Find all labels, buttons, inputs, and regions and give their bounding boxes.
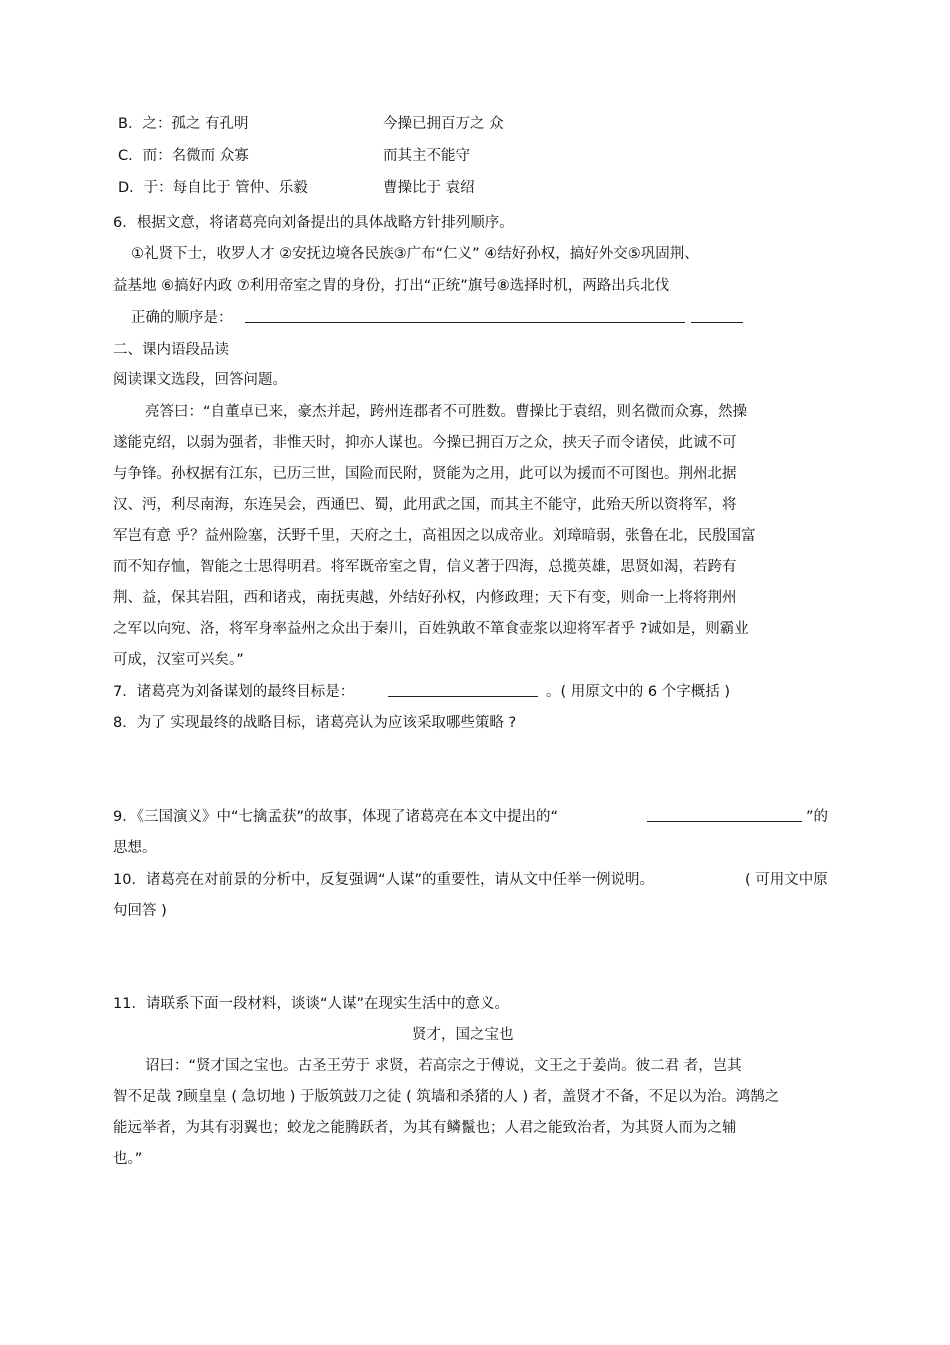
material-line: 诏曰：“贤才国之宝也。古圣王劳于 求贤，若高宗之于傅说，文王之于姜尚。彼二君 者，岂其	[145, 1058, 742, 1074]
section2-heading: 二、课内语段品读	[113, 342, 229, 358]
q7-stem: 7．诸葛亮为刘备谋划的最终目标是：	[113, 684, 355, 700]
material-line: 智不足哉 ?顾皇皇 ( 急切地 ) 于版筑鼓刀之徒 ( 筑墙和杀猪的人 ) 者，盖贤才不备，不足以为治。鸿鹄之	[113, 1089, 780, 1105]
q6-items-line2: 益基地 ⑥搞好内政 ⑦利用帝室之胄的身份，打出“正统”旗号⑧选择时机，两路出兵北伐	[113, 278, 670, 294]
q9-answer-blank[interactable]	[647, 807, 802, 828]
passage-line: 可成，汉室可兴矣。”	[113, 652, 244, 668]
q7-answer-blank[interactable]	[388, 682, 538, 703]
passage-line: 军岂有意 乎？益州险塞，沃野千里，天府之土，高祖因之以成帝业。刘璋暗弱，张鲁在北，民殷国富	[113, 528, 756, 544]
q9-stem: 9．《三国演义》中“七擒孟获”的故事，体现了诸葛亮在本文中提出的“	[113, 809, 559, 825]
q10-note: ( 可用文中原	[745, 872, 828, 888]
option-b-left: B．之：孤之 有孔明	[118, 116, 249, 132]
option-c-left: C．而：名微而 众寡	[118, 148, 249, 164]
q10-stem: 10．诸葛亮在对前景的分析中，反复强调“人谋”的重要性，请从文中任举一例说明。	[113, 872, 654, 888]
q8-stem: 8．为了 实现最终的战略目标，诸葛亮认为应该采取哪些策略 ?	[113, 715, 517, 731]
option-d-right: 曹操比于 袁绍	[383, 180, 475, 196]
q10-continuation: 句回答 )	[113, 903, 167, 919]
passage-line: 汉、沔，利尽南海，东连吴会，西通巴、蜀，此用武之国，而其主不能守，此殆天所以资将军，将	[113, 497, 737, 513]
q6-answer-label: 正确的顺序是：	[131, 310, 233, 326]
q6-items-line1: ①礼贤下士，收罗人才 ②安抚边境各民族③广布“仁义” ④结好孙权，搞好外交⑤巩固荆、	[131, 246, 699, 262]
option-d-left: D．于：每自比于 管仲、乐毅	[118, 180, 308, 196]
passage-line: 亮答曰：“自董卓已来，豪杰并起，跨州连郡者不可胜数。曹操比于袁绍，则名微而众寡，然操	[145, 404, 748, 420]
option-c-right: 而其主不能守	[383, 148, 470, 164]
option-b-right: 今操已拥百万之 众	[383, 116, 504, 132]
passage-line: 与争锋。孙权据有江东，已历三世，国险而民附，贤能为之用，此可以为援而不可图也。荆州北据	[113, 466, 737, 482]
passage-line: 荆、益，保其岩阻，西和诸戎，南抚夷越，外结好孙权，内修政理；天下有变，则命一上将将荆州	[113, 590, 737, 606]
q11-material-title: 贤才，国之宝也	[412, 1027, 514, 1043]
passage-line: 之军以向宛、洛，将军身率益州之众出于秦川，百姓孰敢不箪食壶浆以迎将军者乎 ?诚如是，则霸业	[113, 621, 749, 637]
material-line: 能远举者，为其有羽翼也；蛟龙之能腾跃者，为其有鳞鬣也；人君之能致治者，为其贤人而为之辅	[113, 1120, 737, 1136]
passage-line: 而不知存恤，智能之士思得明君。将军既帝室之胄，信义著于四海，总揽英雄，思贤如渴，若跨有	[113, 559, 737, 575]
q6-answer-blank[interactable]	[245, 308, 743, 329]
q6-stem: 6．根据文意，将诸葛亮向刘备提出的具体战略方针排列顺序。	[113, 215, 514, 231]
q9-continuation: 思想。	[113, 840, 157, 856]
material-line: 也。”	[113, 1151, 143, 1167]
passage-line: 遂能克绍，以弱为强者，非惟天时，抑亦人谋也。今操已拥百万之众，挟天子而令诸侯，此诚不可	[113, 435, 737, 451]
q7-suffix: 。( 用原文中的 6 个字概括 )	[546, 684, 730, 700]
q9-suffix: ”的	[806, 809, 829, 825]
section2-instruction: 阅读课文选段，回答问题。	[113, 372, 287, 388]
q11-stem: 11．请联系下面一段材料，谈谈“人谋”在现实生活中的意义。	[113, 996, 509, 1012]
